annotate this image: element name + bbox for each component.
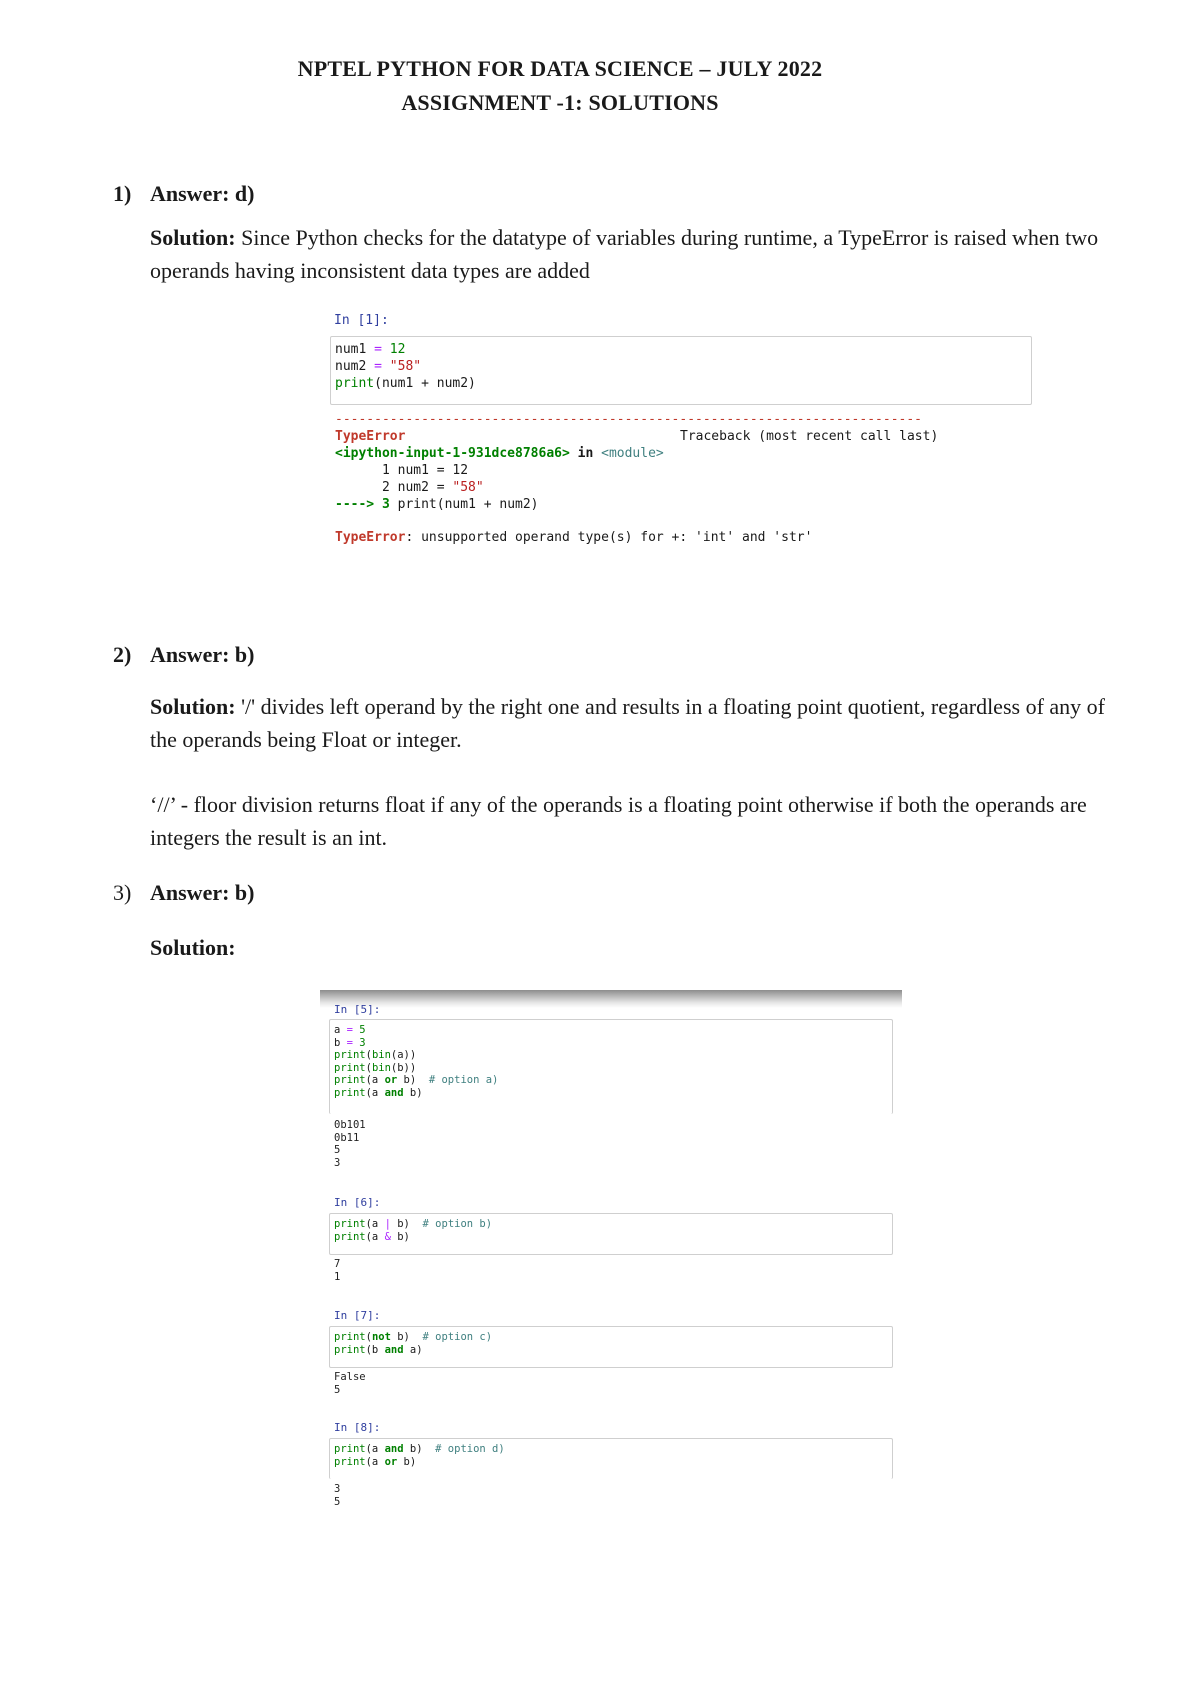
cell-6-output-line: 1 — [334, 1270, 341, 1283]
document-subtitle: ASSIGNMENT -1: SOLUTIONS — [401, 90, 719, 115]
cell-5-output-line: 0b101 — [334, 1119, 366, 1131]
question-1-solution — [150, 221, 1130, 287]
question-2-answer: Answer: b) — [150, 642, 255, 667]
cell-5-code-line: print(a or b) # option a) — [334, 1074, 499, 1086]
cell-5-code-line: b = 3 — [334, 1036, 366, 1049]
cell-8-prompt: In [8]: — [334, 1421, 381, 1434]
cell-8-output-line: 5 — [334, 1495, 341, 1508]
code-line-1: num1 = 12 — [335, 342, 406, 357]
cell-8-output-line: 3 — [334, 1483, 341, 1495]
traceback-header: TypeError — [335, 429, 406, 444]
cell-6-code-line: print(a & b) — [334, 1230, 410, 1243]
cell-7-output-line: 5 — [334, 1383, 341, 1396]
cell-7-output-line: False — [334, 1371, 366, 1383]
solution-text: Since Python checks for the datatype of variables during runtime, a TypeError is raised when two operands having inconsistent data types are added — [150, 225, 1099, 283]
cell-7-code-line: print(not b) # option c) — [334, 1331, 493, 1343]
cell-6-output-line: 7 — [334, 1258, 341, 1270]
traceback-line-1: 1 num1 = 12 — [335, 463, 469, 478]
cell-5-output-line: 5 — [334, 1144, 341, 1156]
cell-5-code-line: print(bin(a)) — [334, 1049, 417, 1061]
cell-7-code-line: print(b and a) — [334, 1343, 423, 1356]
solution-label: Solution: — [150, 225, 236, 250]
cell-7-prompt: In [7]: — [334, 1309, 381, 1322]
cell-8-code-line: print(a and b) # option d) — [334, 1443, 505, 1455]
cell-6-code-line: print(a | b) # option b) — [334, 1218, 493, 1230]
question-2-solution — [150, 690, 1130, 756]
code-line-3: print(num1 + num2) — [335, 376, 476, 391]
code-cell — [330, 336, 1032, 405]
traceback-line-2: 2 num2 = "58" — [335, 480, 484, 495]
traceback-title: Traceback (most recent call last) — [680, 429, 939, 444]
code-line-2: num2 = "58" — [335, 359, 422, 374]
question-1-answer: Answer: d) — [150, 181, 255, 206]
error-message: TypeError: unsupported operand type(s) for +: 'int' and 'str' — [335, 530, 813, 545]
question-3-answer: Answer: b) — [150, 880, 255, 905]
cell-5-code-line: print(a and b) — [334, 1086, 423, 1099]
solution-label: Solution: — [150, 694, 236, 719]
cell-5-output-line: 0b11 — [334, 1131, 360, 1144]
cell-prompt: In [1]: — [334, 313, 389, 328]
question-2-solution-floor: ‘//’ - floor division returns float if any of the operands is a floating point otherwise if both the operands are integers the result is an int. — [150, 792, 1087, 850]
screenshot-top-shadow — [320, 990, 902, 1008]
cell-5-prompt: In [5]: — [334, 1003, 381, 1016]
solution-text: '/' divides left operand by the right one and results in a floating point quotient, regardless of any of the operands being Float or integer. — [150, 694, 1105, 752]
cell-5-output-line: 3 — [334, 1156, 341, 1169]
traceback-input-ref: <ipython-input-1-931dce8786a6> in <module> — [335, 446, 664, 461]
cell-8-code-line: print(a or b) — [334, 1455, 417, 1468]
question-1-number: 1) — [113, 181, 132, 206]
question-3-solution-label: Solution: — [150, 935, 236, 960]
cell-5-code-line: a = 5 — [334, 1024, 366, 1036]
traceback-separator: --------------------------------------------------------------------------- — [335, 412, 922, 427]
cell-5-code-line: print(bin(b)) — [334, 1061, 417, 1074]
cell-6-prompt: In [6]: — [334, 1196, 381, 1209]
document-title: NPTEL PYTHON FOR DATA SCIENCE – JULY 2022 — [297, 56, 823, 81]
question-2-number: 2) — [113, 642, 132, 667]
question-3-number: 3) — [113, 880, 132, 905]
traceback-line-3: ----> 3 print(num1 + num2) — [335, 497, 539, 512]
